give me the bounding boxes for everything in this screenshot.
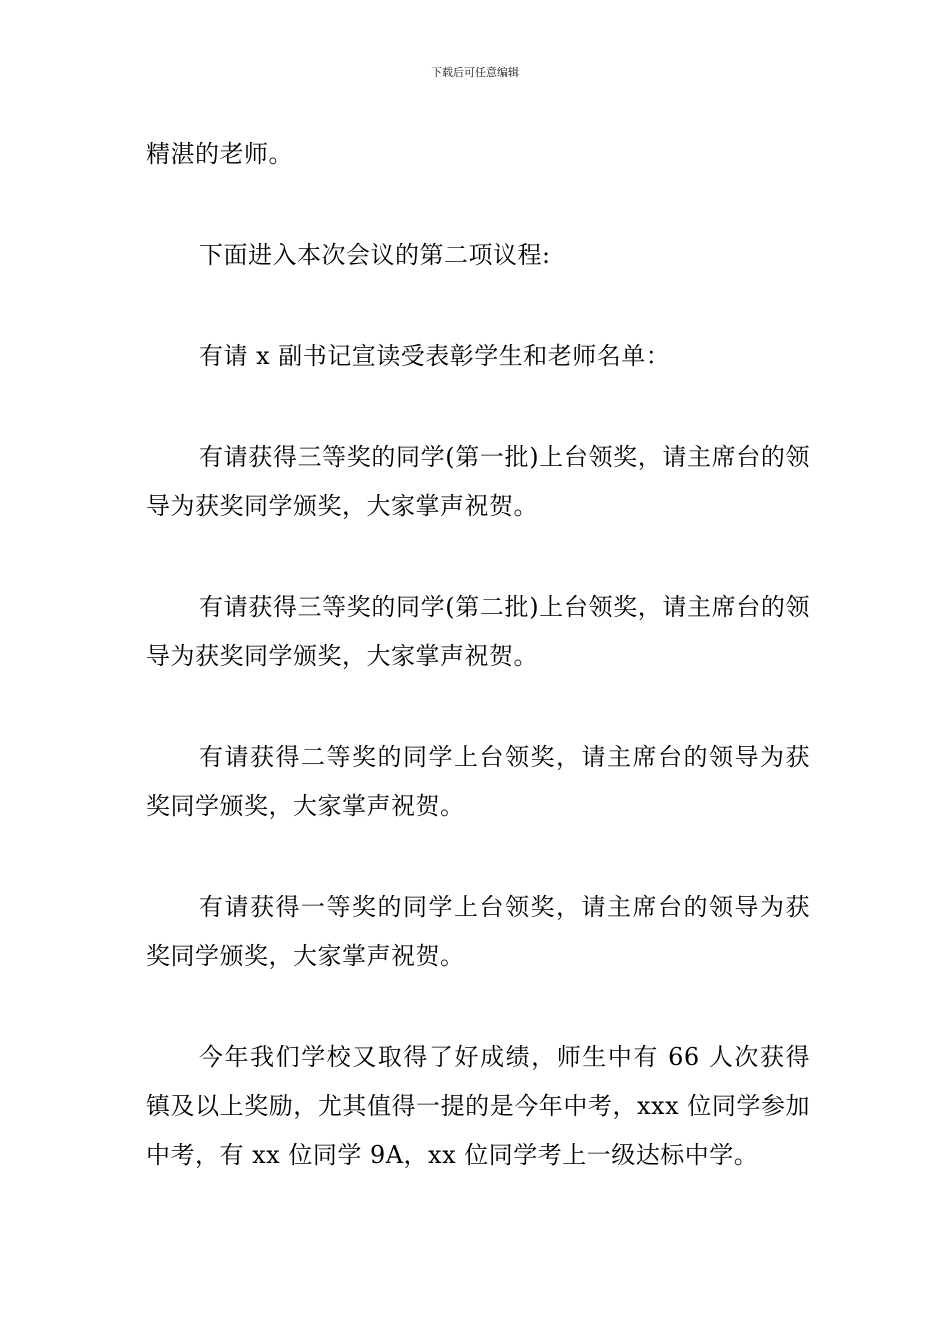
paragraph-achievements: 今年我们学校又取得了好成绩，师生中有 66 人次获得镇及以上奖励，尤其值得一提的是今年中考，xxx 位同学参加中考，有 xx 位同学 9A，xx 位同学考上一级达标中学。 — [146, 1043, 810, 1169]
paragraph-agenda: 下面进入本次会议的第二项议程: — [199, 241, 551, 269]
paragraph-gap — [146, 280, 810, 332]
paragraph-second-prize: 有请获得二等奖的同学上台领奖，请主席台的领导为获奖同学颁奖，大家掌声祝贺。 — [146, 743, 810, 820]
paragraph-gap — [146, 681, 810, 733]
header-note: 下载后可任意编辑 — [431, 66, 519, 79]
paragraph-gap — [146, 179, 810, 231]
paragraph-first-prize: 有请获得一等奖的同学上台领奖，请主席台的领导为获奖同学颁奖，大家掌声祝贺。 — [146, 893, 810, 970]
paragraph-list-reading: 有请 x 副书记宣读受表彰学生和老师名单： — [199, 342, 671, 370]
paragraph-continuation: 精湛的老师。 — [146, 140, 293, 168]
paragraph-gap — [146, 831, 810, 883]
paragraph-gap — [146, 381, 810, 433]
paragraph-gap — [146, 531, 810, 583]
paragraph-third-prize-batch1: 有请获得三等奖的同学(第一批)上台领奖，请主席台的领导为获奖同学颁奖，大家掌声祝贺。 — [146, 443, 810, 520]
paragraph-gap — [146, 981, 810, 1033]
paragraph-third-prize-batch2: 有请获得三等奖的同学(第二批)上台领奖，请主席台的领导为获奖同学颁奖，大家掌声祝贺。 — [146, 593, 810, 670]
document-body — [146, 130, 810, 1180]
